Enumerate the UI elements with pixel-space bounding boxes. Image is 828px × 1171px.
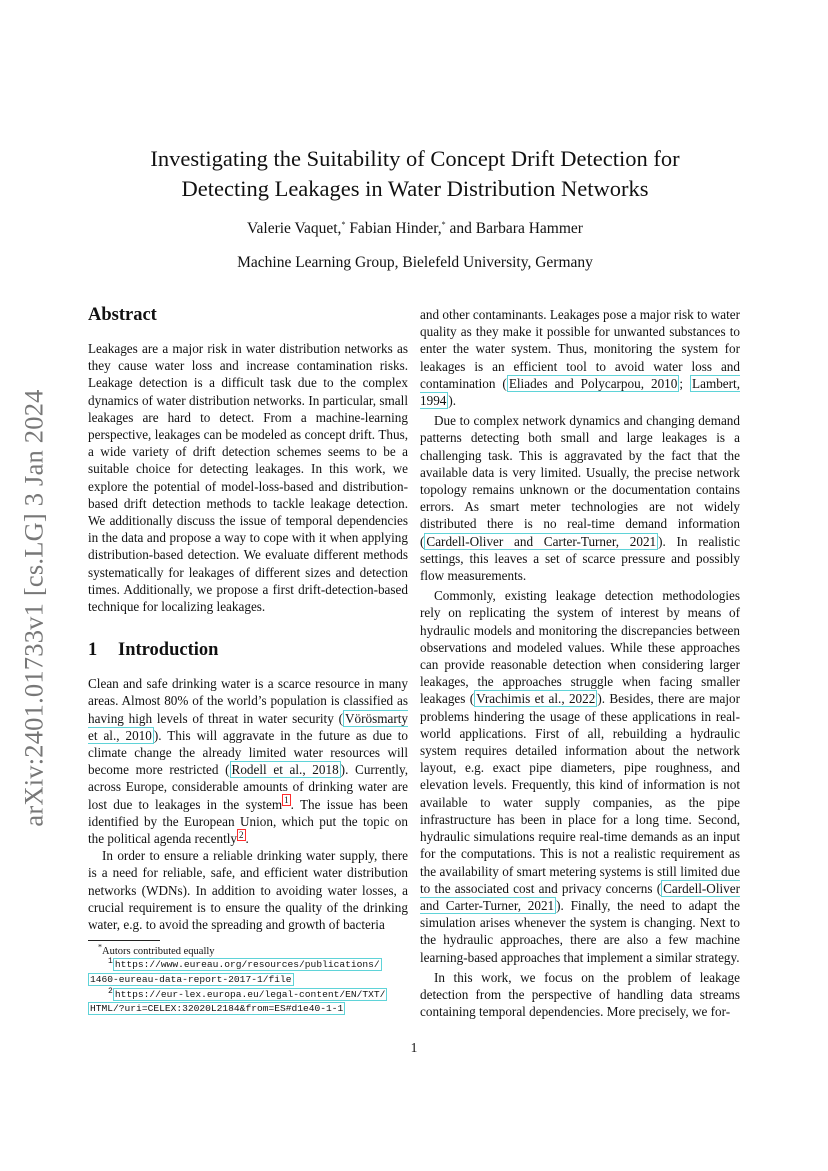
footnote-mark: 1 [108,957,113,967]
citation-link[interactable]: Cardell-Oliver and Carter-Turner, 2021 [426,533,657,549]
text-run: ; [679,375,691,391]
footnote-2 [88,988,410,1017]
citation-link[interactable]: Rodell et al., 2018 [231,762,339,778]
title-line-2: Detecting Leakages in Water Distribution Networks [181,176,649,201]
footnote-1 [88,958,410,987]
right-paragraph-4: In this work, we focus on the problem of leakage detection from the perspective of handling data streams containing temporal dependencies. More precisely, we for- [420,969,740,1020]
text-run: Clean and safe drinking water is a scarce resource in many areas. Almost 80% of the world’s population is classified as having high levels of threat in water security ( [88,676,408,726]
section-number: 1 [88,640,98,661]
footnote-url-link[interactable]: https://eur-lex.europa.eu/legal-content/EN/TXT/ [114,988,386,1000]
text-run: ). This will aggravate in the future as due to climate change the already limited water resources will become more restricted ( [88,727,408,778]
text-run: ). Currently, across Europe, considerable amounts of drinking water are lost due to leakages in the system [88,762,408,812]
abstract-text: Leakages are a major risk in water distribution networks as they cause water loss and increase contamination risks. Leakage detection is a difficult task due to the complex dynamics of water distribution networks. In particular, small leakages are hard to detect. From a machine-learning perspective, leakages can be modeled as concept drift. Thus, a wide variety of drift detection schemes seems to be a suitable choice for detecting leakages. In this work, we explore the potential of model-loss-based and distribution-based drift detection methods to tackle leakage detection. We additionally discuss the issue of temporal dependencies in the data and propose a way to cope with it when applying distribution-based detection. We evaluate different methods systematically for leakages of different sizes and detection times. Additionally, we propose a first drift-detection-based technique for localizing leakages. [88,341,408,615]
right-paragraph-3 [420,587,740,965]
footnote-mark: 2 [108,986,113,996]
footnote-ref-link[interactable]: 1 [284,795,289,806]
author-list [90,220,740,238]
title-line-1: Investigating the Suitability of Concept Drift Detection for [150,146,680,171]
paper-title [90,144,740,204]
author-1-mark: * [341,219,346,229]
footnotes [88,940,410,1017]
text-run: Commonly, existing leakage detection methodologies rely on replicating the system of interest by means of hydraulic models and monitoring the discrepancies between observations and modeled values. While these approaches can provide reasonable detection when considering larger leakages, the approaches struggle when facing smaller leakages ( [420,588,740,707]
footnote-url-link[interactable]: 1460-eureau-data-report-2017-1/file [90,974,292,985]
text-run: . The issue has been identified by the European Union, which put the topic on the political agenda recently [88,796,408,847]
intro-paragraph-1 [88,675,408,847]
text-run: ). Besides, there are major problems hindering the usage of these applications in real-world applications. First of all, rebuilding a hydraulic system requires detailed information about the network layout, e.g. exact pipe diameters, pipe roughness, and elevation levels. Frequently, this kind of information is not available to water supply companies, as the pipe infrastructure has been in place for a long time. Second, hydraulic simulations require real-time demands as an input for the computations. This is not a realistic requirement as the availability of smart metering systems is still limited due to the associated cost and privacy concerns ( [420,691,740,896]
footnote-rule [88,940,160,941]
text-run: Due to complex network dynamics and changing demand patterns detecting both small and large leakages is a challenging task. This is aggravated by the fact that the available data is very limited. Usually, the precise network topology remains unknown or the documentation contains errors. As smart meter technologies are not widely distributed there is no real-time demand information ( [420,413,740,549]
footnote-url-link[interactable]: HTML/?uri=CELEX:32020L2184&from=ES#d1e40-1-1 [90,1003,344,1015]
citation-link[interactable]: Cardell-Oliver and Carter-Turner, 2021 [420,880,740,913]
text-run: ). In realistic settings, this leaves a set of scarce pressure and possibly flow measurements. [420,533,740,584]
intro-paragraph-2: In order to ensure a reliable drinking water supply, there is a need for reliable, safe, and efficient water distribution networks (WDNs). In addition to avoiding water losses, a crucial requirement is to ensure the quality of the drinking water, e.g. to avoid the spreading and growth of bacteria [88,848,408,933]
citation-link[interactable]: Lambert, 1994 [420,375,740,409]
left-column [88,304,408,933]
arxiv-stamp-text: arXiv:2401.01733v1 [cs.LG] 3 Jan 2024 [18,389,49,827]
footnote-0 [88,942,410,958]
page-number: 1 [410,1040,418,1055]
footnote-mark: * [98,942,102,952]
footnote-url-link[interactable]: https://www.eureau.org/resources/publications/ [114,959,380,971]
author-2: Fabian Hinder, [345,220,442,237]
section-title: Introduction [118,640,219,661]
footnote-ref-link[interactable]: 2 [239,829,244,840]
citation-link[interactable]: Eliades and Polycarpou, 2010 [508,375,678,391]
text-run: . [245,831,249,847]
citation-link[interactable]: Vörösmarty et al., 2010 [88,710,408,743]
right-paragraph-1 [420,306,740,409]
text-run: ). Finally, the need to adapt the simulation arises whenever the system is changing. Next to the hydraulic approaches, there are also a few machine learning-based approaches that implement a similar strategy. [420,897,740,965]
footnote-text: Autors contributed equally [102,946,215,957]
arxiv-stamp [12,378,56,838]
affiliation: Machine Learning Group, Bielefeld University, Germany [237,254,593,271]
author-2-mark: * [441,219,446,229]
citation-link[interactable]: Vrachimis et al., 2022 [476,691,596,707]
author-1: Valerie Vaquet, [247,220,342,237]
abstract-heading: Abstract [88,305,157,325]
author-3: and Barbara Hammer [445,220,583,237]
intro-heading [88,639,408,661]
right-paragraph-2 [420,412,740,584]
text-run: and other contaminants. Leakages pose a major risk to water quality as they make it possible for unwanted substances to enter the water system. Thus, monitoring the system for leakages is an efficient tool to avoid water loss and contamination ( [420,307,740,391]
text-run: ). [448,393,457,409]
right-column [420,306,740,1020]
